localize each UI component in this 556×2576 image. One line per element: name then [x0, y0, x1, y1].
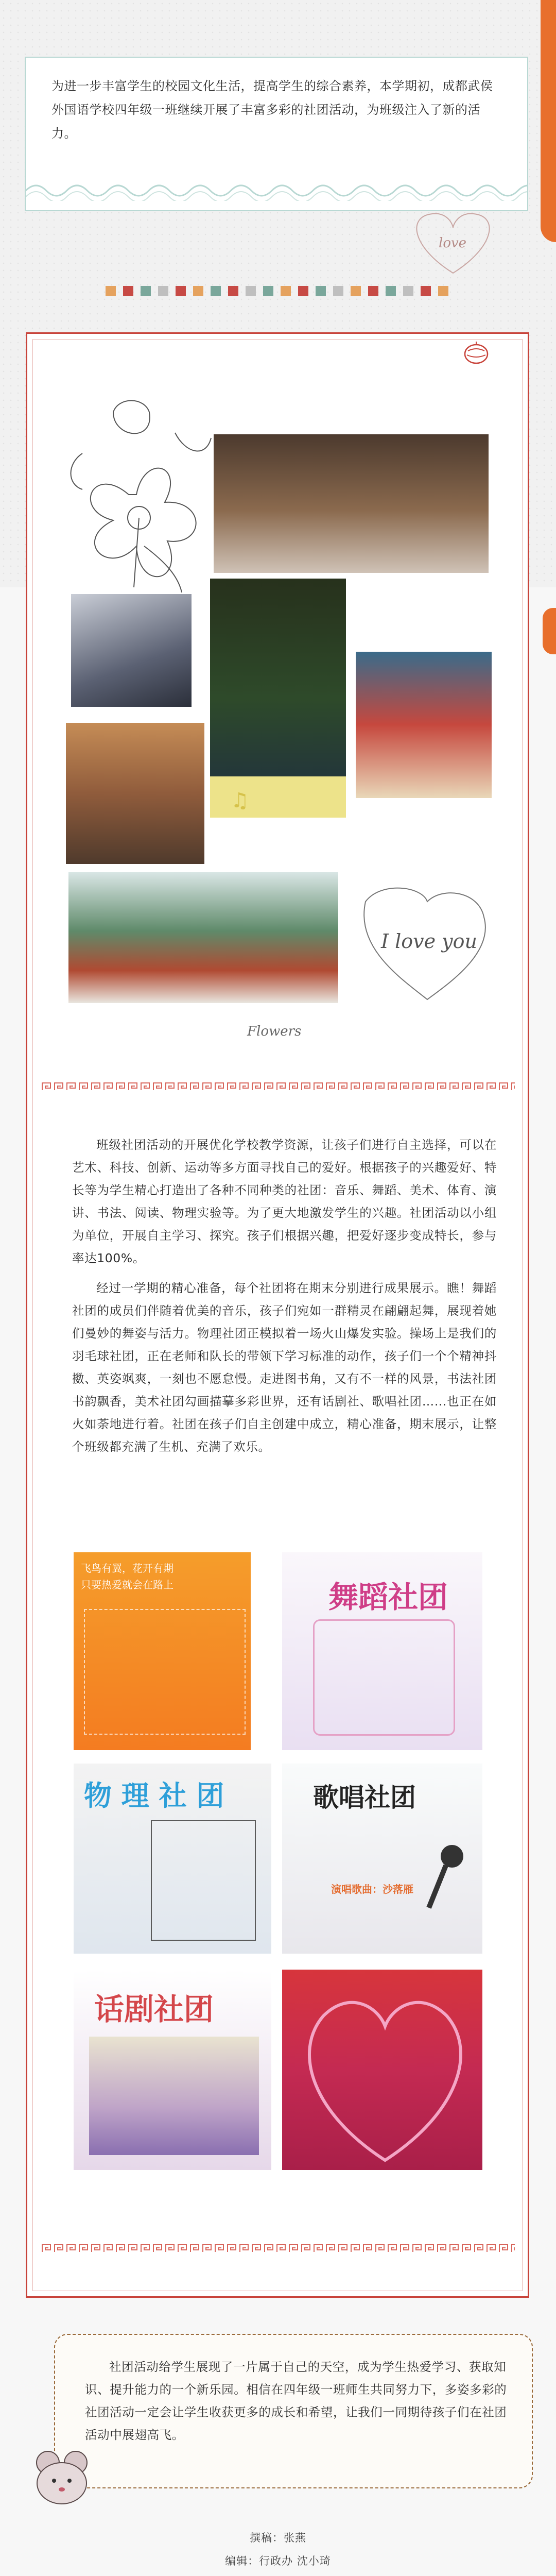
flowers-text-sketch — [237, 1012, 329, 1048]
color-square — [298, 286, 308, 296]
color-square — [281, 286, 291, 296]
color-square — [123, 286, 133, 296]
greek-border-bottom — [41, 2244, 515, 2253]
color-square — [228, 286, 238, 296]
poster-physics-notes — [151, 1820, 256, 1941]
intro-card — [25, 57, 528, 211]
closing-text: 社团活动给学生展现了一片属于自己的天空，成为学生热爱学习、获取知识、提升能力的一个新乐园。相信在四年级一班师生共同努力下，多姿多彩的社团活动一定会让学生收获更多的成长和希望，让我们一同期待孩子们在社团活动中展翅高飞。 — [85, 2360, 507, 2442]
poster-caption-line2: 只要热爱就会在路上 — [81, 1579, 173, 1591]
poster-drama-title: 话剧社团 — [94, 1992, 214, 2027]
love-you-text: I love you — [381, 930, 477, 953]
poster-drama — [72, 1968, 273, 2172]
poster-singing-tag: 演唱歌曲：沙落雁 — [331, 1883, 413, 1895]
color-square — [193, 286, 203, 296]
photo-students-seated — [64, 721, 206, 866]
greek-border-top — [41, 1082, 515, 1091]
heart-outline-icon — [282, 1970, 484, 2172]
svg-text:♫: ♫ — [231, 789, 249, 812]
yellow-note-decoration — [210, 771, 348, 818]
photo-outdoor-group — [70, 592, 193, 708]
love-stamp-icon — [391, 196, 515, 289]
poster-singing — [281, 1762, 484, 1955]
intro-text: 为进一步丰富学生的校园文化生活，提高学生的综合素养，本学期初，成都武侯外国语学校四年级一班继续开展了丰富多彩的社团活动，为班级注入了新的活力。 — [51, 79, 493, 141]
lantern-icon — [461, 337, 492, 368]
poster-dance-title: 舞蹈社团 — [328, 1580, 448, 1615]
poster-dance-frame — [313, 1619, 455, 1736]
poster-dance — [281, 1551, 484, 1752]
svg-text:love: love — [439, 235, 467, 251]
flower-sketch-illustration — [51, 392, 221, 608]
color-square — [263, 286, 273, 296]
photo-classroom — [354, 650, 493, 800]
poster-content-box — [84, 1609, 246, 1735]
orange-side-tab-small — [543, 608, 556, 654]
orange-side-tab — [541, 0, 556, 242]
poster-drama-illustration — [89, 2037, 259, 2155]
color-square — [106, 286, 116, 296]
color-square — [368, 286, 378, 296]
love-you-sketch — [345, 871, 510, 1015]
article-paragraph-1: 班级社团活动的开展优化学校教学资源，让孩子们进行自主选择，可以在艺术、科技、创新、运动等多方面寻找自己的爱好。根据孩子的兴趣爱好、特长等为学生精心打造出了各种不同种类的社团：音乐、舞蹈、美术、体育、演讲、书法、阅读、物理实验等。为了更大地激发学生的兴趣。社团活动以小组为单位，开展自主学习、探究。孩子们根据兴趣，把爱好逐步变成特长，参与率达100%。 — [72, 1138, 497, 1265]
credit-editor: 编辑：行政办 沈小琦 — [225, 2555, 331, 2567]
poster-physics — [72, 1762, 273, 1955]
color-square — [386, 286, 396, 296]
closing-box — [54, 2334, 533, 2488]
color-square — [438, 286, 448, 296]
mouse-illustration-icon — [28, 2442, 95, 2509]
color-square — [421, 286, 431, 296]
flowers-label: Flowers — [247, 1024, 302, 1039]
photo-stage-group — [67, 871, 340, 1005]
color-squares-row — [106, 286, 448, 296]
microphone-icon — [421, 1841, 473, 1913]
color-square — [176, 286, 186, 296]
poster-red — [281, 1968, 484, 2172]
article-body — [72, 1133, 497, 1458]
color-square — [403, 286, 413, 296]
poster-physics-title: 物 理 社 团 — [84, 1779, 224, 1812]
color-square — [141, 286, 151, 296]
credit-writer: 撰稿：张燕 — [250, 2532, 306, 2544]
article-paragraph-2: 经过一学期的精心准备，每个社团将在期末分别进行成果展示。瞧！舞蹈社团的成员们伴随着优美的音乐，孩子们宛如一群精灵在翩翩起舞，展现着她们曼妙的舞姿与活力。物理社团正模拟着一场火山爆发实验。操场上是我们的羽毛球社团，正在老师和队长的带领下学习标准的动作，孩子们一个个精神抖擞、英姿飒爽，一刻也不愿怠慢。走进图书角，又有不一样的风景，书法社团书韵飘香，美术社团勾画描摹多彩世界，还有话剧社、歌唱社团……也正在如火如荼地进行着。社团在孩子们自主创建中成立，精心准备，期末展示，让整个班级都充满了生机、充满了欢乐。 — [72, 1281, 497, 1454]
color-square — [246, 286, 256, 296]
color-square — [351, 286, 361, 296]
poster-caption-line1: 飞鸟有翼，花开有期 — [81, 1562, 173, 1574]
color-square — [158, 286, 168, 296]
color-square — [316, 286, 326, 296]
color-square — [333, 286, 343, 296]
photo-dance-group — [212, 433, 490, 574]
poster-badminton — [72, 1551, 252, 1752]
color-square — [211, 286, 221, 296]
poster-singing-title: 歌唱社团 — [313, 1782, 416, 1812]
photo-class-group — [208, 577, 348, 819]
